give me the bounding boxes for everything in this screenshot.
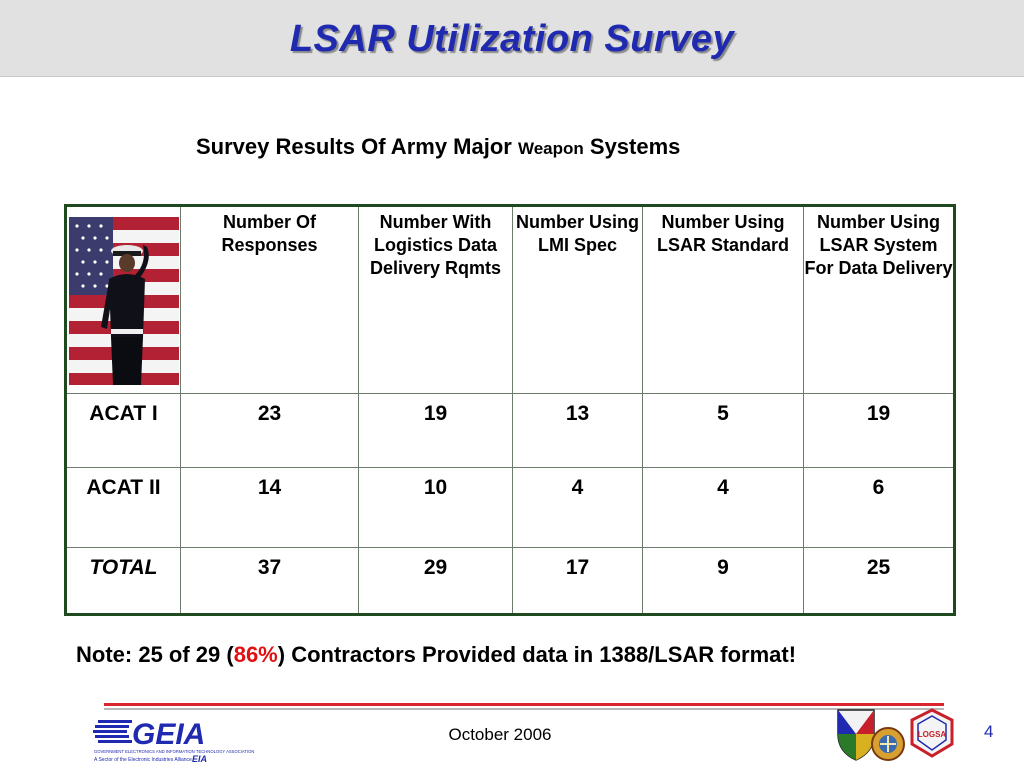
- table-cell: 14: [181, 468, 359, 548]
- footer-rule-gray: [104, 708, 944, 710]
- table-row: [66, 394, 955, 468]
- note-part1: 25 of 29 (: [138, 642, 234, 667]
- logsa-logo: [912, 710, 952, 756]
- note-part2: ) Contractors Provided data in 1388/LSAR format!: [277, 642, 797, 667]
- subtitle-main: Survey Results Of Army Major: [196, 134, 518, 159]
- table-cell: 9: [643, 548, 804, 615]
- table-header-row: [66, 206, 955, 394]
- header-lmi: Number Using LMI Spec: [513, 206, 643, 394]
- seal-logo: [872, 728, 904, 760]
- note-text: [76, 642, 796, 668]
- slide-subtitle: [196, 134, 680, 160]
- header-lsar-standard: Number Using LSAR Standard: [643, 206, 804, 394]
- logsa-logo-text: LOGSA: [917, 730, 947, 739]
- eia-logo-text: EIA: [192, 754, 208, 764]
- note-prefix: Note:: [76, 642, 139, 667]
- subtitle-small: Weapon: [517, 139, 584, 158]
- table-cell: 6: [804, 468, 955, 548]
- footer-logos: [832, 704, 964, 769]
- table-cell: 25: [804, 548, 955, 615]
- table-cell: 23: [181, 394, 359, 468]
- table-cell: 17: [513, 548, 643, 615]
- table-cell: 4: [643, 468, 804, 548]
- header-responses: Number Of Responses: [181, 206, 359, 394]
- geia-logo-caption: GOVERNMENT ELECTRONICS AND INFORMATION TECHNOLOGY ASSOCIATION: [94, 749, 255, 754]
- table-cell: 5: [643, 394, 804, 468]
- row-label: ACAT I: [66, 394, 181, 468]
- footer-date: October 2006: [448, 725, 552, 744]
- table-cell: 10: [359, 468, 513, 548]
- flag-cell: [66, 206, 181, 394]
- table-cell: 13: [513, 394, 643, 468]
- header-logistics: Number With Logistics Data Delivery Rqmts: [359, 206, 513, 394]
- subtitle-end: Systems: [583, 134, 681, 159]
- row-label: TOTAL: [66, 548, 181, 615]
- table-cell: 4: [513, 468, 643, 548]
- army-shield-logo: [838, 710, 874, 760]
- geia-logo-caption2: A Sector of the Electronic Industries Alliance: [94, 757, 192, 763]
- table-cell: 19: [359, 394, 513, 468]
- page-number: 4: [984, 722, 994, 741]
- slide-title: LSAR Utilization Survey: [289, 18, 735, 60]
- table-cell: 19: [804, 394, 955, 468]
- survey-table: [64, 204, 956, 616]
- flag-soldier-image: [69, 217, 179, 385]
- header-lsar-system: Number Using LSAR System For Data Delivery: [804, 206, 955, 394]
- table-row: [66, 548, 955, 615]
- table-row: [66, 468, 955, 548]
- geia-logo-text: GEIA: [132, 718, 206, 751]
- row-label: ACAT II: [66, 468, 181, 548]
- footer-rule-red: [104, 703, 944, 706]
- title-bar: [0, 0, 1024, 77]
- note-percent: 86%: [233, 642, 278, 667]
- table-cell: 37: [181, 548, 359, 615]
- table-cell: 29: [359, 548, 513, 615]
